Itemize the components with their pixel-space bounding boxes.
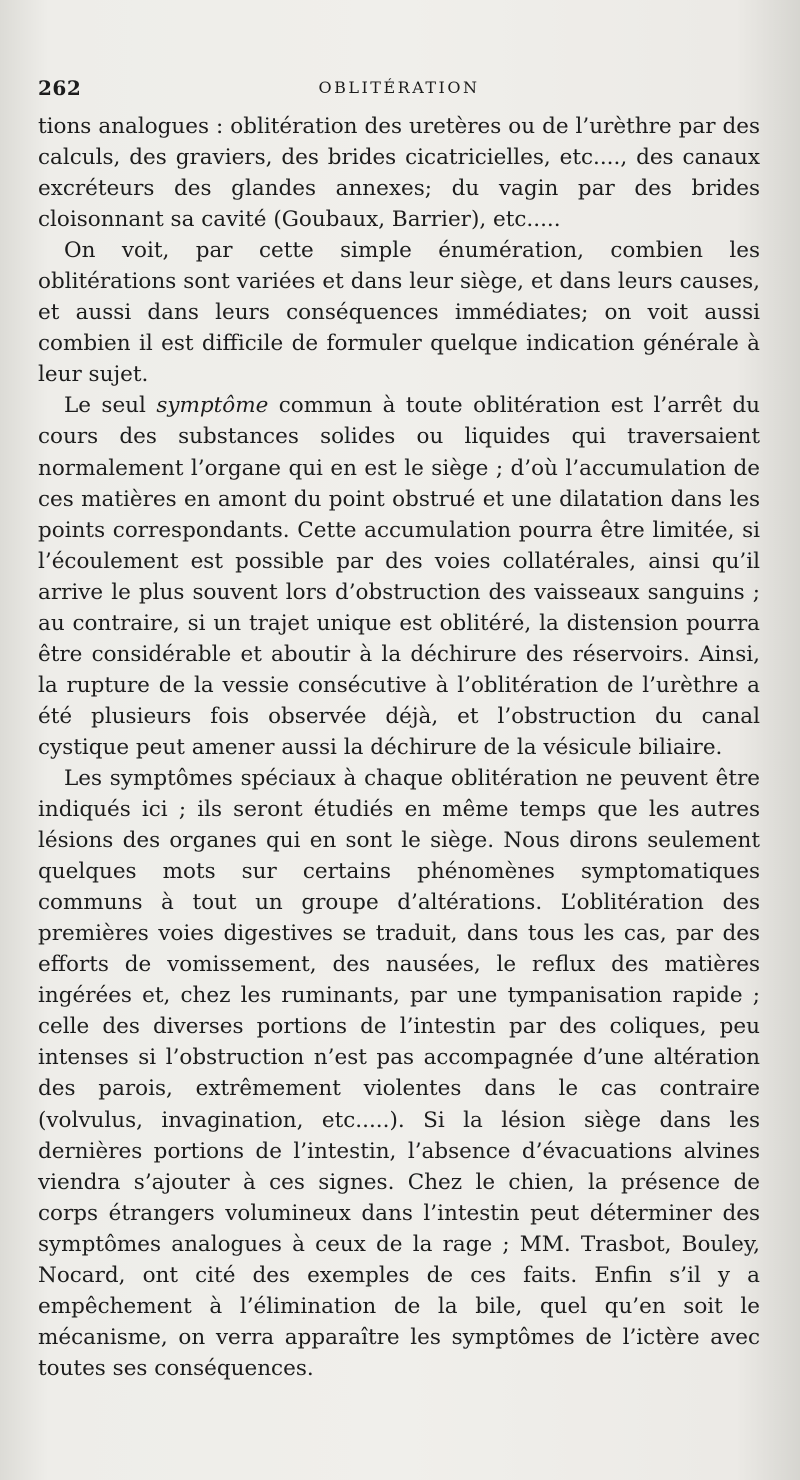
paragraph-symptom [38,390,760,763]
running-title: OBLITÉRATION [318,78,480,97]
page-number: 262 [38,76,82,100]
paragraph-symptom-start: Le seul [64,393,157,419]
paragraph-continuation: tions analogues : oblitération des uretères ou de l’urèthre par des calculs, des graviers, des brides cicatricielles, etc...., des canaux excréteurs des glandes annexes; du vagin par des brides cloisonnant sa cavité (Goubaux, Barrier), etc..... [38,114,760,233]
paragraph-symptom-rest: commun à toute oblitération est l’arrêt du cours des substances solides ou liquides qui traversaient normalement l’organe qui en est le siège ; d’où l’accumulation de ces matières en amont du point obstrué et une dilatation dans les points correspondants. Cette accumulation pourra être limitée, si l’écoulement est possible par des voies collatérales, ainsi qu’il arrive le plus souvent lors d’obstruction des vaisseaux sanguins ; au contraire, si un trajet unique est oblitéré, la distension pourra être considérable et aboutir à la déchirure des réservoirs. Ainsi, la rupture de la vessie consécutive à l’oblitération de l’urèthre a été plusieurs fois observée déjà, et l’obstruction du canal cystique peut amener aussi la déchirure de la vésicule biliaire. [38,393,760,760]
body-text [38,111,760,1384]
emphasis-symptome: symptôme [156,393,269,419]
paragraph-special-symptoms: Les symptômes spéciaux à chaque oblitération ne peuvent être indiqués ici ; ils seront étudiés en même temps que les autres lésions des organes qui en sont le siège. Nous dirons seulement quelques mots sur certains phénomènes symptomatiques communs à tout un groupe d’altérations. L’oblitération des premières voies digestives se traduit, dans tous les cas, par des efforts de vomissement, des nausées, le reflux des matières ingérées et, chez les ruminants, par une tympanisation rapide ; celle des diverses portions de l’intestin par des coliques, peu intenses si l’obstruction n’est pas accompagnée d’une altération des parois, extrêmement violentes dans le cas contraire (volvulus, invagination, etc.....). Si la lésion siège dans les dernières portions de l’intestin, l’absence d’évacuations alvines viendra s’ajouter à ces signes. Chez le chien, la présence de corps étrangers volumineux dans l’intestin peut déterminer des symptômes analogues à ceux de la rage ; MM. Trasbot, Bouley, Nocard, ont cité des exemples de ces faits. Enfin s’il y a empêchement à l’élimination de la bile, quel qu’en soit le mécanisme, on verra apparaître les symptômes de l’ictère avec toutes ses conséquences. [38,765,760,1381]
running-head [38,72,760,102]
paragraph-enumeration: On voit, par cette simple énumération, combien les oblitérations sont variées et dans leur siège, et dans leurs causes, et aussi dans leurs conséquences immédiates; on voit aussi combien il est difficile de formuler quelque indication générale à leur sujet. [38,238,760,388]
